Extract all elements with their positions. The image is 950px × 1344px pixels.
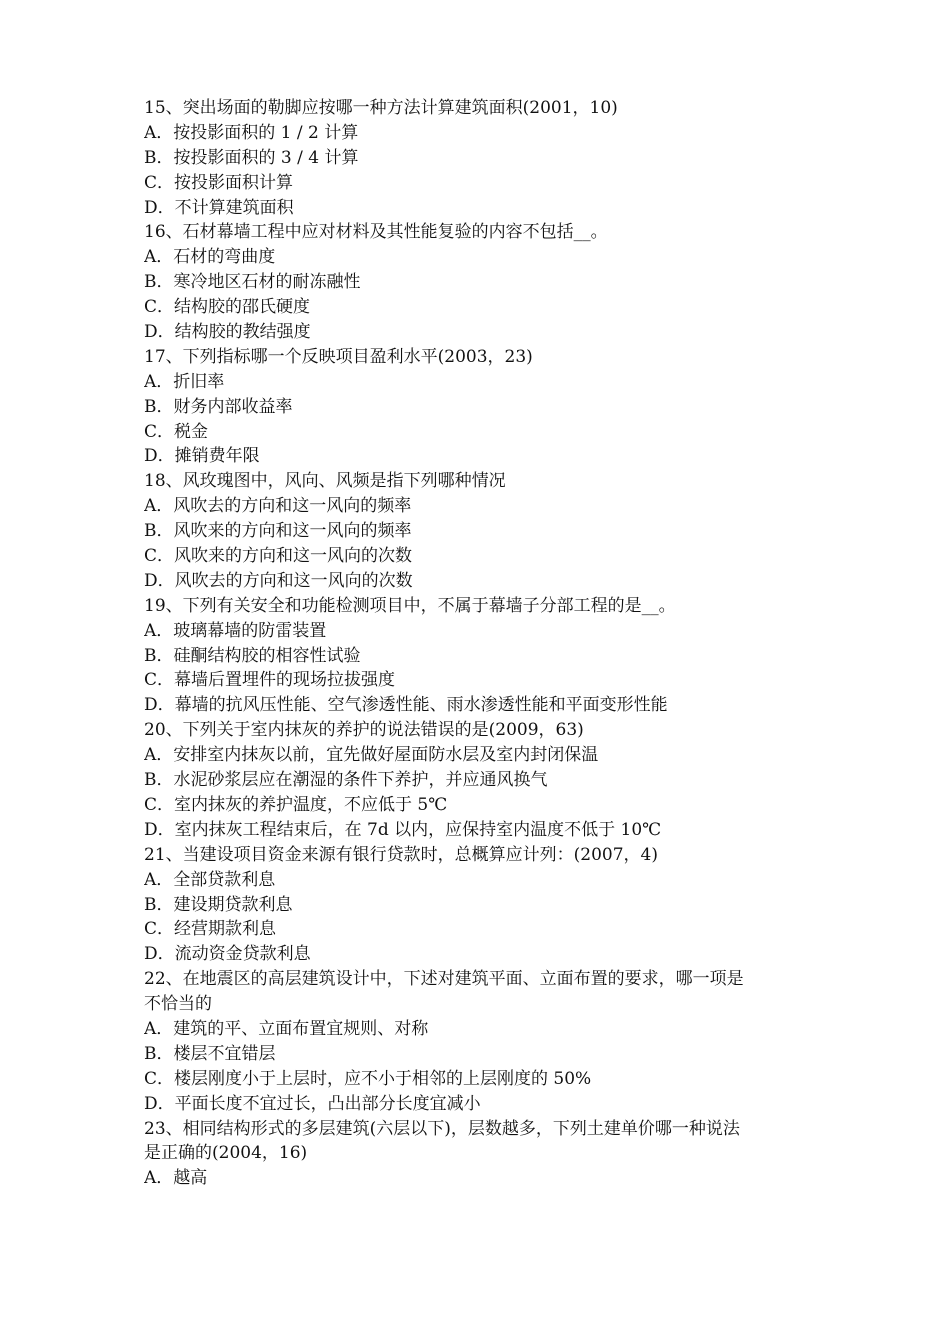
option-b: B．建设期贷款利息 <box>144 894 293 915</box>
option-b: B．硅酮结构胶的相容性试验 <box>144 645 361 666</box>
question-19 <box>144 594 824 718</box>
option-c: C．楼层刚度小于上层时，应不小于相邻的上层刚度的 50% <box>144 1068 592 1089</box>
option-b: B．财务内部收益率 <box>144 396 293 417</box>
option-c: C．幕墙后置埋件的现场拉拔强度 <box>144 670 396 691</box>
question-stem-continued: 是正确的(2004，16) <box>144 1143 308 1164</box>
question-stem: 16、石材幕墙工程中应对材料及其性能复验的内容不包括__。 <box>144 222 608 243</box>
option-a: A．建筑的平、立面布置宜规则、对称 <box>144 1018 429 1039</box>
question-stem: 15、突出场面的勒脚应按哪一种方法计算建筑面积(2001，10) <box>144 98 618 118</box>
option-d: D．幕墙的抗风压性能、空气渗透性能、雨水渗透性能和平面变形性能 <box>144 695 668 716</box>
option-d: D．摊销费年限 <box>144 446 260 467</box>
question-23 <box>144 1117 824 1192</box>
question-18 <box>144 469 824 593</box>
option-a: A．风吹去的方向和这一风向的频率 <box>144 496 412 517</box>
question-20 <box>144 718 824 842</box>
option-a: A．安排室内抹灰以前，宜先做好屋面防水层及室内封闭保温 <box>144 745 599 766</box>
question-17 <box>144 345 824 469</box>
question-stem: 19、下列有关安全和功能检测项目中，不属于幕墙子分部工程的是__。 <box>144 595 676 616</box>
question-stem: 22、在地震区的高层建筑设计中，下述对建筑平面、立面布置的要求，哪一项是 <box>144 969 744 990</box>
option-d: D．风吹去的方向和这一风向的次数 <box>144 570 413 591</box>
option-c: C．室内抹灰的养护温度，不应低于 5℃ <box>144 794 448 815</box>
question-stem-continued: 不恰当的 <box>144 994 212 1015</box>
option-c: C．风吹来的方向和这一风向的次数 <box>144 546 413 567</box>
option-d: D．流动资金贷款利息 <box>144 944 311 965</box>
option-b: B．寒冷地区石材的耐冻融性 <box>144 272 361 293</box>
question-stem: 20、下列关于室内抹灰的养护的说法错误的是(2009，63) <box>144 720 584 741</box>
option-c: C．结构胶的邵氏硬度 <box>144 297 311 318</box>
question-16 <box>144 220 824 344</box>
option-c: C．税金 <box>144 421 209 442</box>
option-b: B．按投影面积的 3 / 4 计算 <box>144 147 359 168</box>
option-a: A．石材的弯曲度 <box>144 247 276 268</box>
option-b: B．水泥砂浆层应在潮湿的条件下养护，并应通风换气 <box>144 770 548 791</box>
option-d: D．不计算建筑面积 <box>144 197 294 218</box>
option-a: A．折旧率 <box>144 371 225 392</box>
question-22 <box>144 967 824 1116</box>
question-15 <box>144 96 824 220</box>
option-d: D．平面长度不宜过长，凸出部分长度宜减小 <box>144 1093 481 1114</box>
question-stem: 17、下列指标哪一个反映项目盈利水平(2003，23) <box>144 346 533 367</box>
option-b: B．楼层不宜错层 <box>144 1043 276 1064</box>
option-d: D．室内抹灰工程结束后，在 7d 以内，应保持室内温度不低于 10℃ <box>144 819 662 840</box>
option-a: A．全部贷款利息 <box>144 869 276 890</box>
option-c: C．按投影面积计算 <box>144 172 294 193</box>
document-page <box>144 96 824 1191</box>
option-a: A．按投影面积的 1 / 2 计算 <box>144 122 359 143</box>
option-c: C．经营期款利息 <box>144 919 277 940</box>
question-stem: 23、相同结构形式的多层建筑(六层以下)，层数越多，下列土建单价哪一种说法 <box>144 1118 740 1139</box>
option-a: A．玻璃幕墙的防雷装置 <box>144 620 327 641</box>
option-a: A．越高 <box>144 1168 208 1189</box>
question-21 <box>144 843 824 967</box>
option-d: D．结构胶的教结强度 <box>144 322 311 343</box>
question-stem: 18、风玫瑰图中，风向、风频是指下列哪种情况 <box>144 471 506 492</box>
question-stem: 21、当建设项目资金来源有银行贷款时，总概算应计列：(2007，4) <box>144 844 658 865</box>
option-b: B．风吹来的方向和这一风向的频率 <box>144 521 412 542</box>
